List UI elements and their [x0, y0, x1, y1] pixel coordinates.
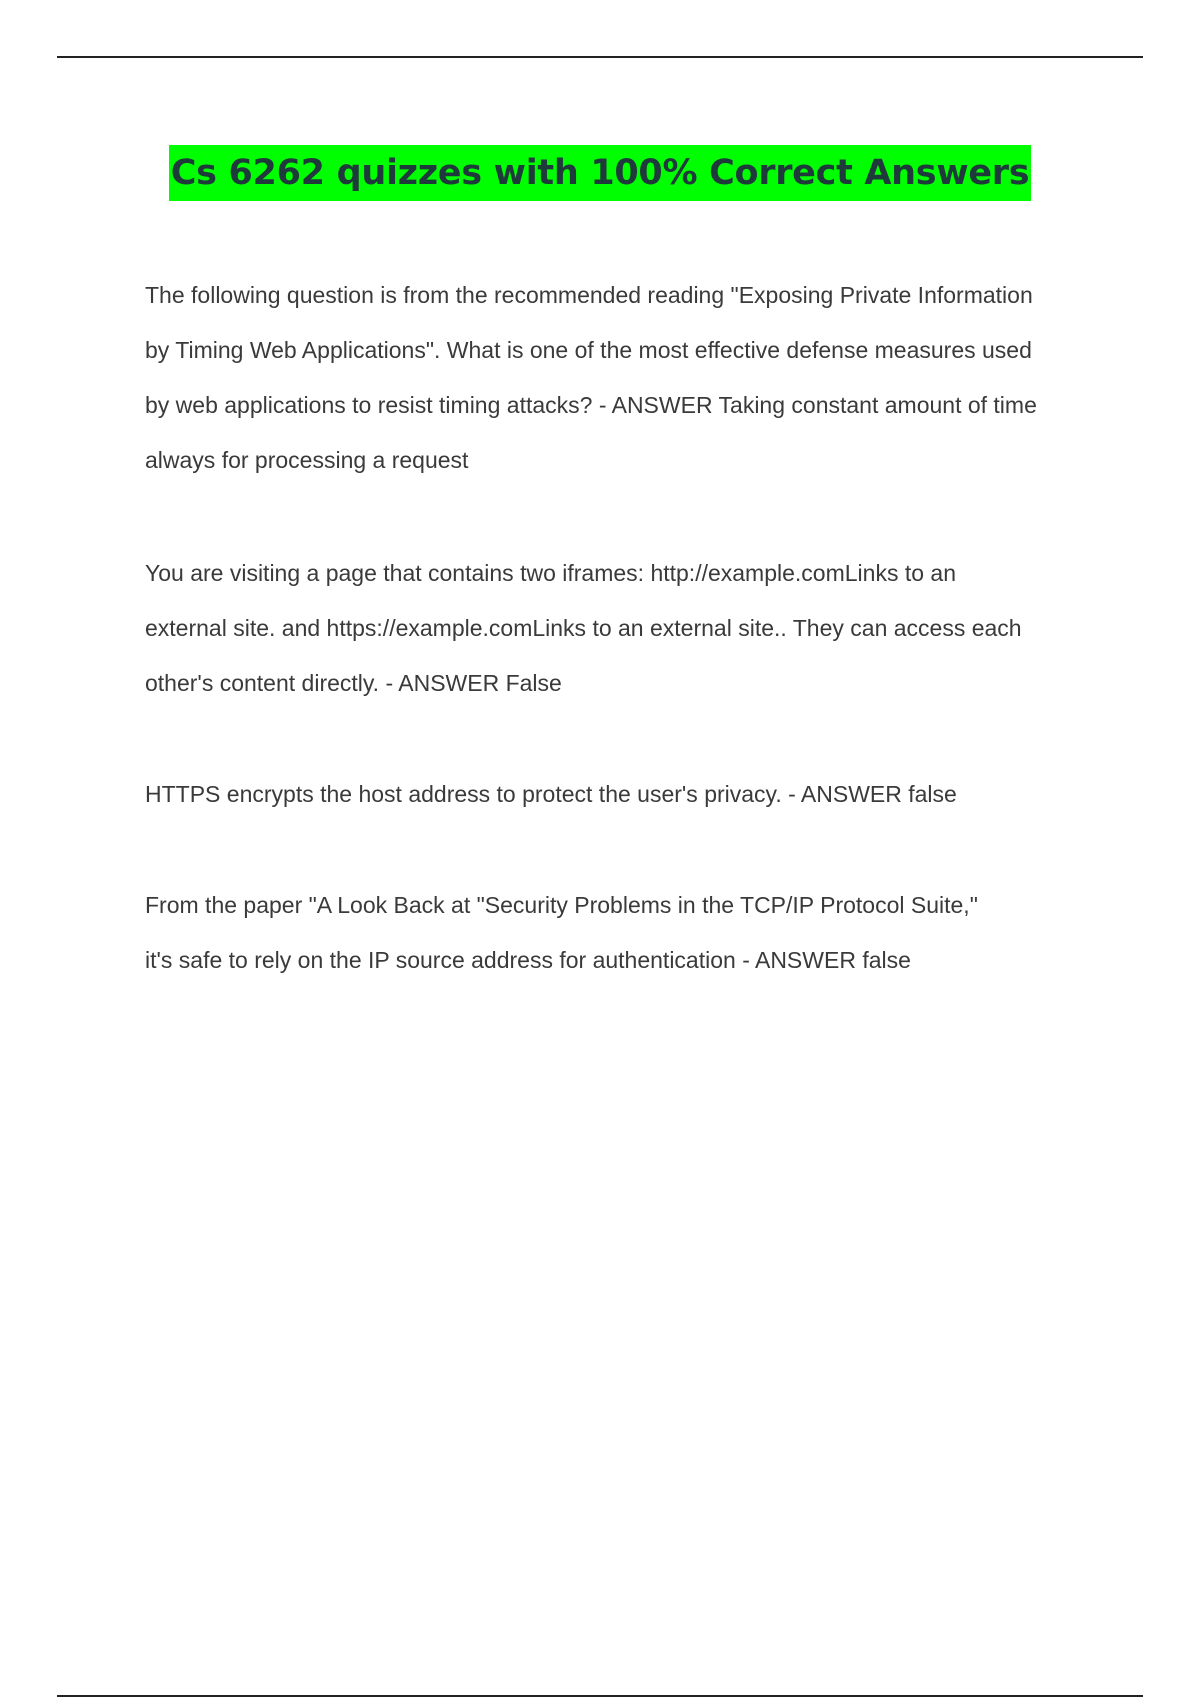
paragraph-line: The following question is from the recommended reading "Exposing Private Information: [145, 282, 1033, 308]
paragraph-line: by web applications to resist timing attacks? - ANSWER Taking constant amount of time: [145, 392, 1037, 418]
paragraph-line: You are visiting a page that contains two iframes: http://example.comLinks to an: [145, 560, 956, 586]
paragraph-line: always for processing a request: [145, 447, 469, 473]
document-title: Cs 6262 quizzes with 100% Correct Answers: [169, 145, 1032, 201]
title-container: [0, 145, 1200, 201]
paragraph-line: From the paper "A Look Back at "Security Problems in the TCP/IP Protocol Suite,": [145, 892, 978, 918]
qa-paragraph-1: [145, 268, 1090, 488]
paragraph-line: other's content directly. - ANSWER False: [145, 670, 562, 696]
top-rule: [57, 56, 1143, 58]
paragraph-line: HTTPS encrypts the host address to protect the user's privacy. - ANSWER false: [145, 781, 957, 807]
bottom-rule: [57, 1695, 1143, 1697]
paragraph-line: external site. and https://example.comLinks to an external site.. They can access each: [145, 615, 1022, 641]
paragraph-line: it's safe to rely on the IP source address for authentication - ANSWER false: [145, 947, 911, 973]
paragraph-line: by Timing Web Applications". What is one of the most effective defense measures used: [145, 337, 1032, 363]
qa-paragraph-2: [145, 546, 1090, 711]
qa-paragraph-4: [145, 878, 1090, 988]
qa-paragraph-3: [145, 767, 1090, 822]
